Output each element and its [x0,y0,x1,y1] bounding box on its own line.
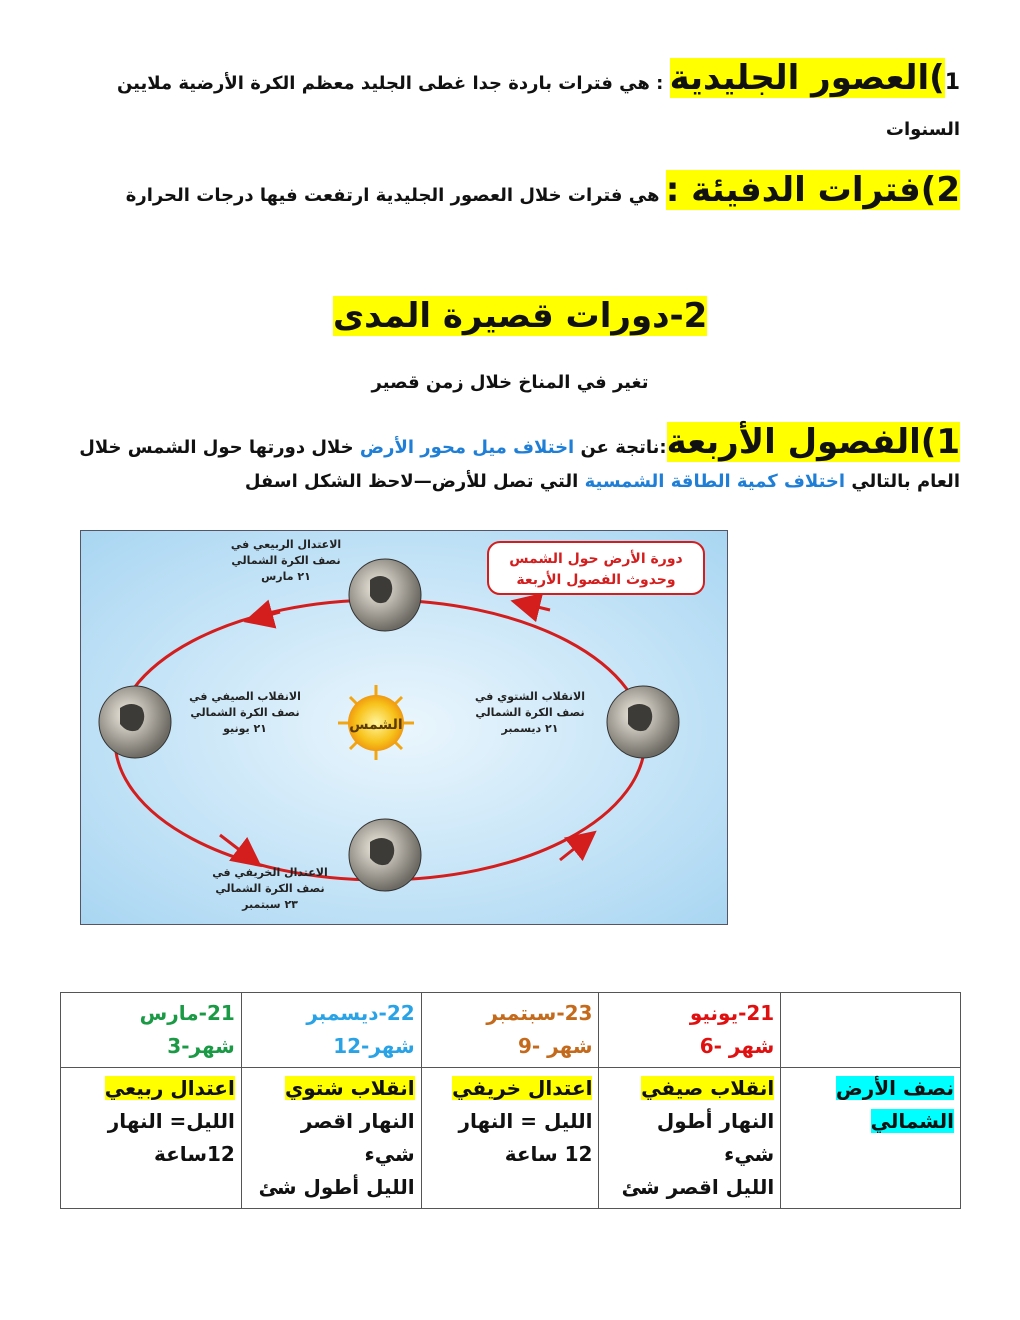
warm-periods-title [666,170,960,210]
summer-label-2: نصف الكرة الشمالي [190,706,300,719]
earth-spring-icon [349,559,421,631]
winter-solstice-cell [241,1068,421,1209]
autumn-equinox-cell [421,1068,599,1209]
autumn-equinox-name: اعتدال خريفي [452,1076,593,1100]
hemisphere-label: نصف الأرض الشمالي [835,1076,954,1133]
ice-ages-text: : هي فترات باردة جدا غطى الجليد معظم الكرة الأرضية ملايين السنوات [116,73,960,140]
warm-periods-title-text: )فترات الدفيئة : [665,170,937,210]
table-header-cell-march [61,993,242,1068]
summer-solstice-cell [599,1068,781,1209]
autumn-desc-1: الليل = النهار [458,1109,593,1133]
table-row [61,1068,961,1209]
hemisphere-cell [781,1068,961,1209]
four-seasons-highlight-1: اختلاف ميل محور الأرض [359,437,575,458]
four-seasons-text-3: التي تصل للأرض—لاحظ الشكل اسفل [244,471,585,492]
earth-winter-icon [607,686,679,758]
month-june: شهر -6 [699,1034,775,1058]
earth-summer-icon [99,686,171,758]
month-december: شهر-12 [333,1034,415,1058]
table-header-cell-empty [781,993,961,1068]
summer-label-3: ٢١ يونيو [223,722,267,735]
winter-desc-2: شيء [364,1142,415,1166]
winter-solstice-name: انقلاب شتوي [284,1076,415,1100]
warm-periods-text: هي فترات خلال العصور الجليدية ارتفعت فيها درجات الحرارة [125,185,666,206]
seasons-table [60,992,961,1209]
four-seasons-text-1: :ناتجة عن [574,437,667,458]
spring-equinox-cell [61,1068,242,1209]
four-seasons-highlight-2: اختلاف كمية الطاقة الشمسية [584,471,846,492]
four-seasons-number: 1 [936,422,960,462]
table-header-cell-june [599,993,781,1068]
short-cycles-heading: 2-دورات قصيرة المدى [333,296,708,336]
date-september: 23-سبتمبر [486,1001,593,1025]
short-cycles-subtitle: تغير في المناخ خلال زمن قصير [371,372,649,393]
diagram-title-line1: دورة الأرض حول الشمس [509,551,683,567]
warm-periods-number: 2 [936,170,960,210]
four-seasons-text-2: خلال دورتها حول الشمس خلال العام بالتالي [79,437,960,492]
four-seasons-title [667,422,960,462]
summer-solstice-name: انقلاب صيفي [641,1076,775,1100]
spring-desc-2: 12ساعة [154,1142,235,1166]
earth-autumn-icon [349,819,421,891]
winter-label-1: الانقلاب الشتوي في [475,690,585,703]
diagram-title-line2: وحدوث الفصول الأربعة [516,572,676,588]
spring-label-1: الاعتدال الربيعي في [230,538,342,551]
date-june: 21-يونيو [689,1001,775,1025]
month-march: شهر-3 [167,1034,235,1058]
table-header-row [61,993,961,1068]
summer-desc-2: شيء [724,1142,775,1166]
spring-label-2: نصف الكرة الشمالي [231,554,341,567]
table-header-cell-december [241,993,421,1068]
earth-orbit-diagram [80,530,728,925]
four-seasons-paragraph [60,422,960,499]
summer-desc-1: النهار أطول [656,1109,775,1133]
winter-label-3: ٢١ ديسمبر [501,722,559,735]
winter-label-2: نصف الكرة الشمالي [475,706,585,719]
autumn-desc-2: 12 ساعة [504,1142,593,1166]
spring-label-3: ٢١ مارس [261,570,311,583]
ice-ages-number: 1 [944,70,960,95]
summer-desc-3: الليل اقصر شئ [621,1175,775,1199]
autumn-label-1: الاعتدال الخريفي في [212,866,328,879]
winter-desc-3: الليل أطول شئ [258,1175,415,1199]
spring-desc-1: الليل= النهار [107,1109,235,1133]
winter-desc-1: النهار اقصر [300,1109,415,1133]
autumn-label-3: ٢٣ سبتمبر [242,898,298,911]
sun-label: الشمس [349,717,403,733]
table-header-cell-september [421,993,599,1068]
autumn-label-2: نصف الكرة الشمالي [215,882,325,895]
month-september: شهر -9 [517,1034,593,1058]
warm-periods-definition [60,170,960,210]
four-seasons-title-text: )الفصول الأربعة [666,422,937,462]
date-march: 21-مارس [139,1001,235,1025]
ice-ages-definition [60,58,960,153]
summer-label-1: الانقلاب الصيفي في [189,690,301,703]
spring-equinox-name: اعتدال ربيعي [104,1076,235,1100]
date-december: 22-ديسمبر [306,1001,415,1025]
ice-ages-title: )العصور الجليدية [669,58,945,98]
